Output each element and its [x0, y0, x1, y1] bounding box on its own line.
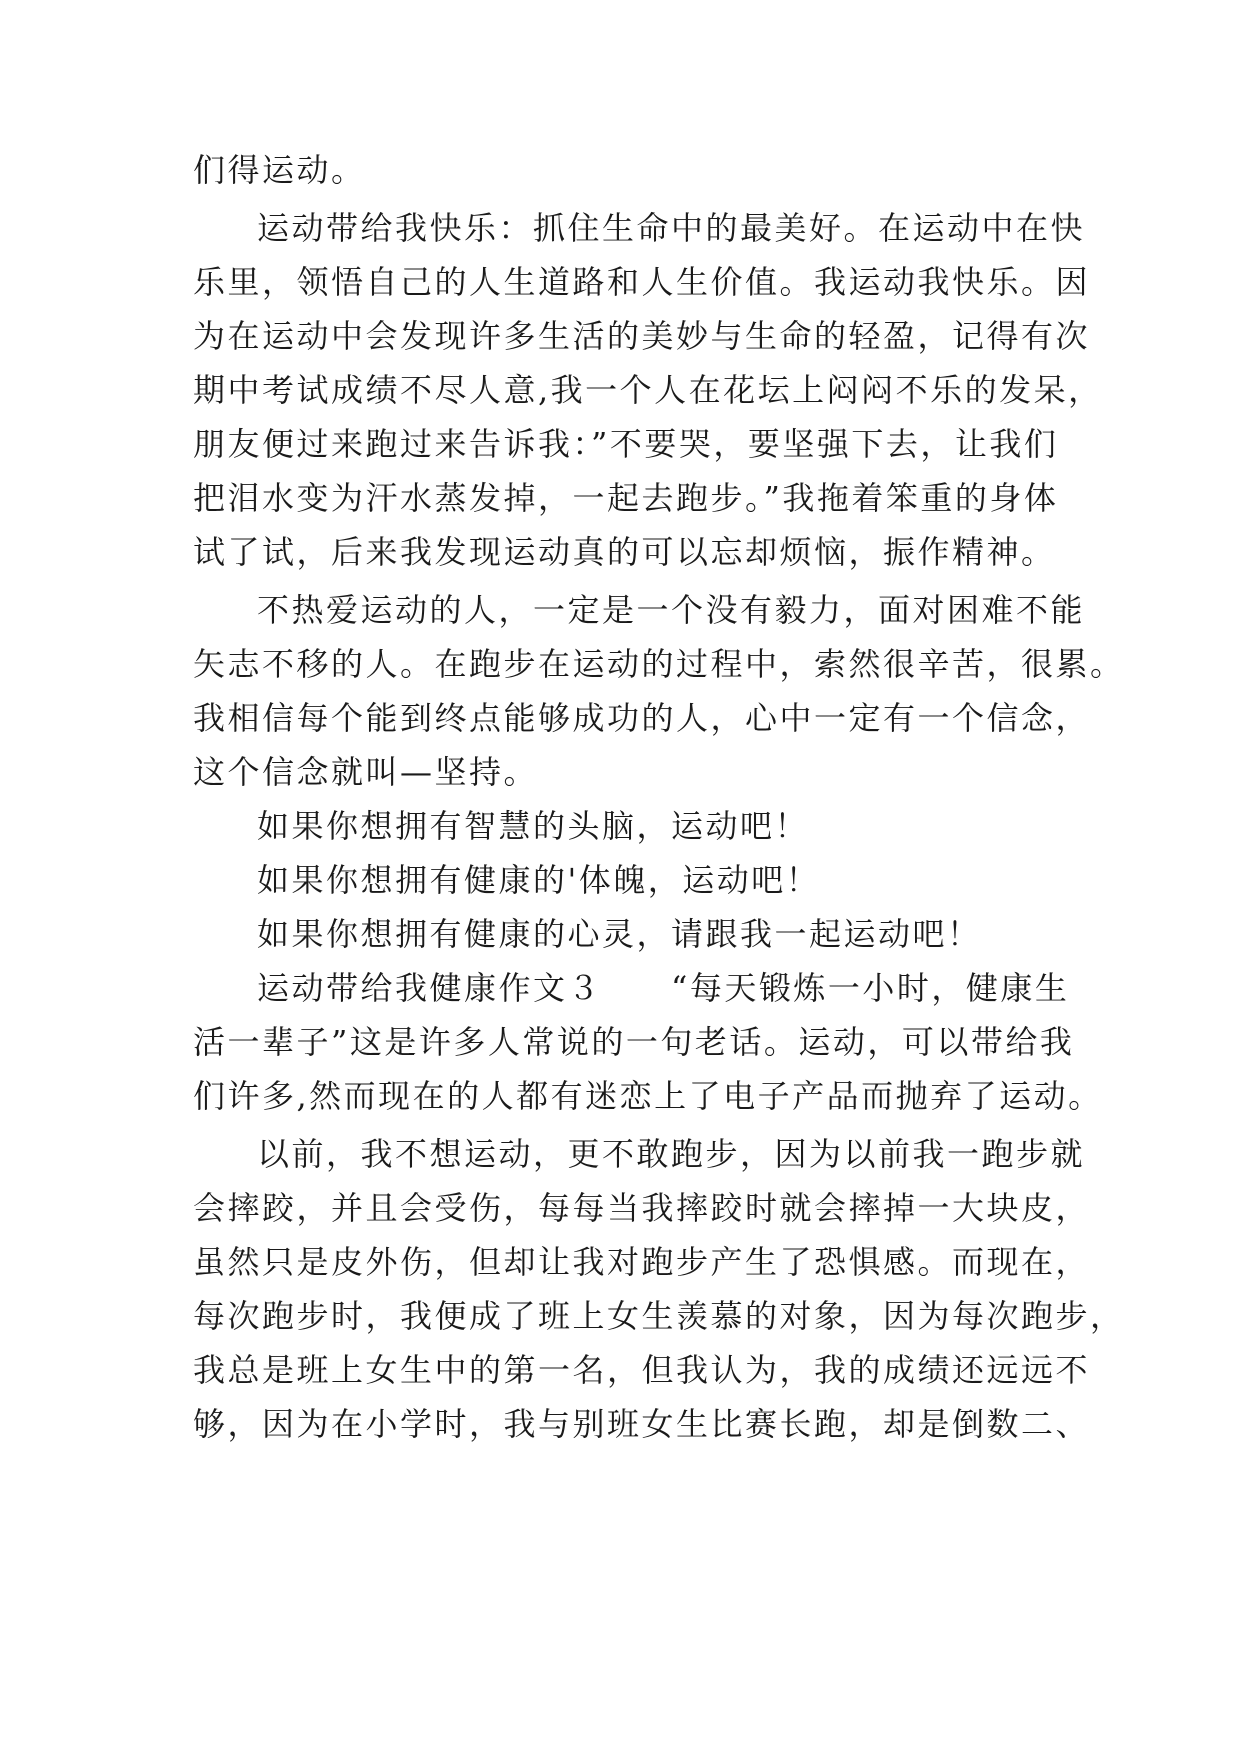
text-line: 够，因为在小学时，我与别班女生比赛长跑，却是倒数二、 — [193, 1405, 1091, 1443]
paragraph-start-line: 运动带给我健康作文３ “每天锻炼一小时，健康生 — [257, 969, 1070, 1007]
text-line: 矢志不移的人。在跑步在运动的过程中，索然很辛苦，很累。 — [193, 645, 1125, 683]
text-line: 试了试，后来我发现运动真的可以忘却烦恼，振作精神。 — [193, 533, 1056, 571]
paragraph-start-line: 运动带给我快乐：抓住生命中的最美好。在运动中在快 — [257, 209, 1086, 247]
text-line: 活一辈子”这是许多人常说的一句老话。运动，可以带给我 — [193, 1023, 1075, 1061]
text-line: 会摔跤，并且会受伤，每每当我摔跤时就会摔掉一大块皮， — [193, 1189, 1091, 1227]
text-line: 们许多,然而现在的人都有迷恋上了电子产品而抛弃了运动。 — [193, 1077, 1103, 1115]
text-line: 虽然只是皮外伤，但却让我对跑步产生了恐惧感。而现在， — [193, 1243, 1091, 1281]
text-line: 这个信念就叫—坚持。 — [193, 753, 539, 791]
text-line: 每次跑步时，我便成了班上女生羡慕的对象，因为每次跑步， — [193, 1297, 1125, 1335]
text-line: 把泪水变为汗水蒸发掉，一起去跑步。”我拖着笨重的身体 — [193, 479, 1059, 517]
text-line: 朋友便过来跑过来告诉我：”不要哭，要坚强下去，让我们 — [193, 425, 1059, 463]
paragraph-start-line: 不热爱运动的人，一定是一个没有毅力，面对困难不能 — [257, 591, 1086, 629]
paragraph-start-line: 如果你想拥有健康的心灵，请跟我一起运动吧！ — [257, 915, 982, 953]
text-line: 乐里，领悟自己的人生道路和人生价值。我运动我快乐。因 — [193, 263, 1091, 301]
text-line: 期中考试成绩不尽人意,我一个人在花坛上闷闷不乐的发呆， — [193, 371, 1103, 409]
text-line: 为在运动中会发现许多生活的美妙与生命的轻盈，记得有次 — [193, 317, 1091, 355]
paragraph-start-line: 如果你想拥有智慧的头脑，运动吧！ — [257, 807, 810, 845]
text-line: 我相信每个能到终点能够成功的人，心中一定有一个信念， — [193, 699, 1091, 737]
paragraph-start-line: 如果你想拥有健康的'体魄，运动吧！ — [257, 861, 821, 899]
text-line: 们得运动。 — [193, 151, 366, 189]
paragraph-start-line: 以前，我不想运动，更不敢跑步，因为以前我一跑步就 — [257, 1135, 1086, 1173]
text-line: 我总是班上女生中的第一名，但我认为，我的成绩还远远不 — [193, 1351, 1091, 1389]
